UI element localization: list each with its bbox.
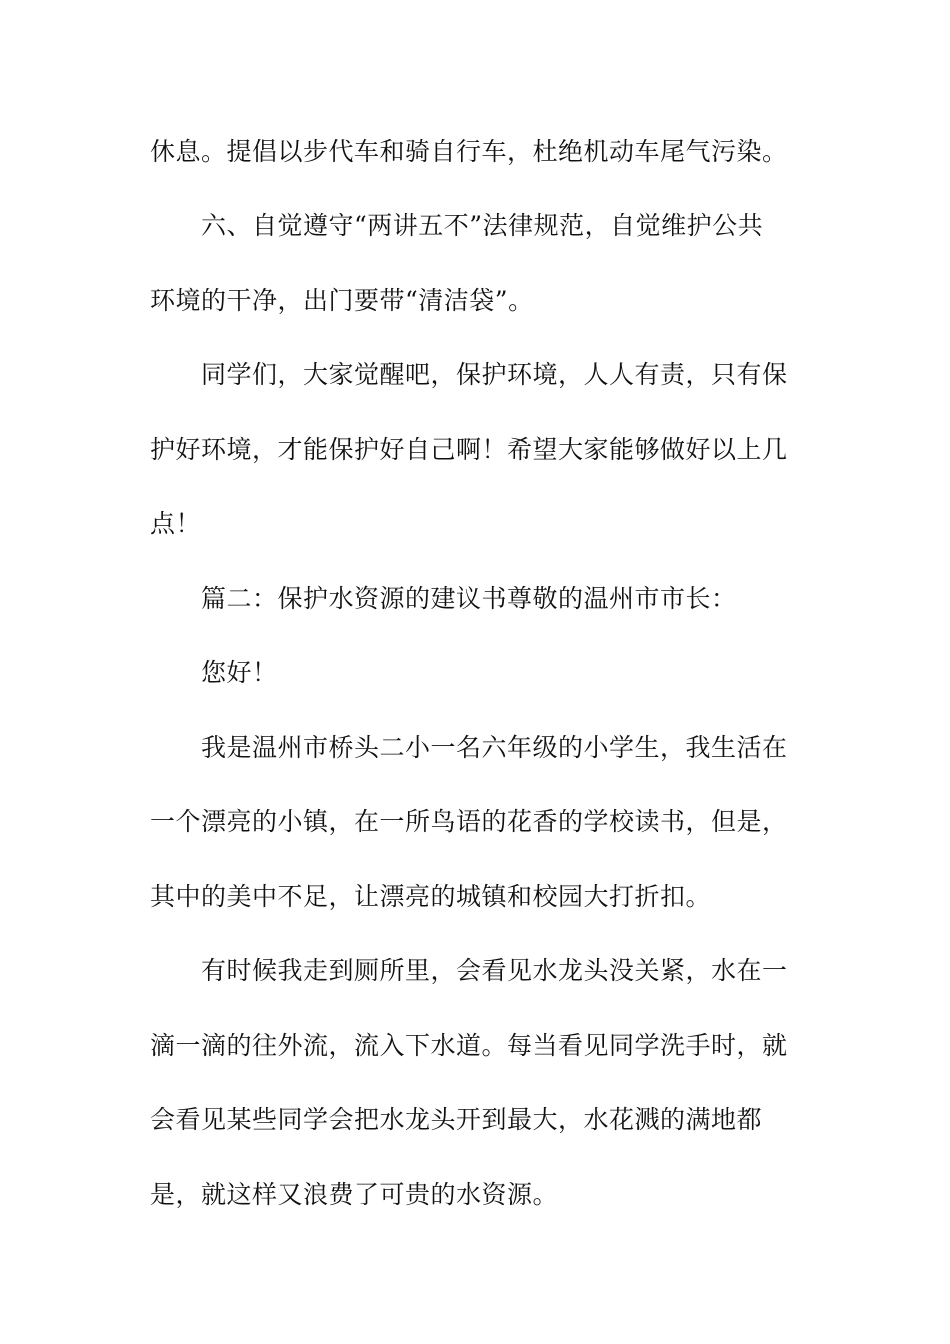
greeting: 您好！: [201, 658, 278, 687]
text-line: 同学们，大家觉醒吧，保护环境，人人有责，只有保: [201, 360, 788, 389]
text-line: 会看见某些同学会把水龙头开到最大，水花溅的满地都: [150, 1105, 763, 1134]
text-line: 一个漂亮的小镇，在一所鸟语的花香的学校读书，但是，: [150, 807, 788, 836]
text-line: 是，就这样又浪费了可贵的水资源。: [150, 1180, 559, 1209]
text-line: 休息。提倡以步代车和骑自行车，杜绝机动车尾气污染。: [150, 137, 788, 166]
text-line: 环境的干净，出门要带“清洁袋”。: [150, 286, 534, 315]
text-line: 护好环境，才能保护好自己啊！希望大家能够做好以上几: [150, 435, 788, 464]
text-line: 滴一滴的往外流，流入下水道。每当看见同学洗手时，就: [150, 1031, 788, 1060]
text-line: 有时候我走到厕所里，会看见水龙头没关紧，水在一: [201, 956, 788, 985]
text-line: 六、自觉遵守“两讲五不”法律规范，自觉维护公共: [201, 211, 764, 240]
section-heading: 篇二：保护水资源的建议书尊敬的温州市市长：: [201, 584, 737, 613]
text-line: 其中的美中不足，让漂亮的城镇和校园大打折扣。: [150, 882, 712, 911]
text-line: 我是温州市桥头二小一名六年级的小学生，我生活在: [201, 733, 788, 762]
text-line: 点！: [150, 509, 202, 538]
